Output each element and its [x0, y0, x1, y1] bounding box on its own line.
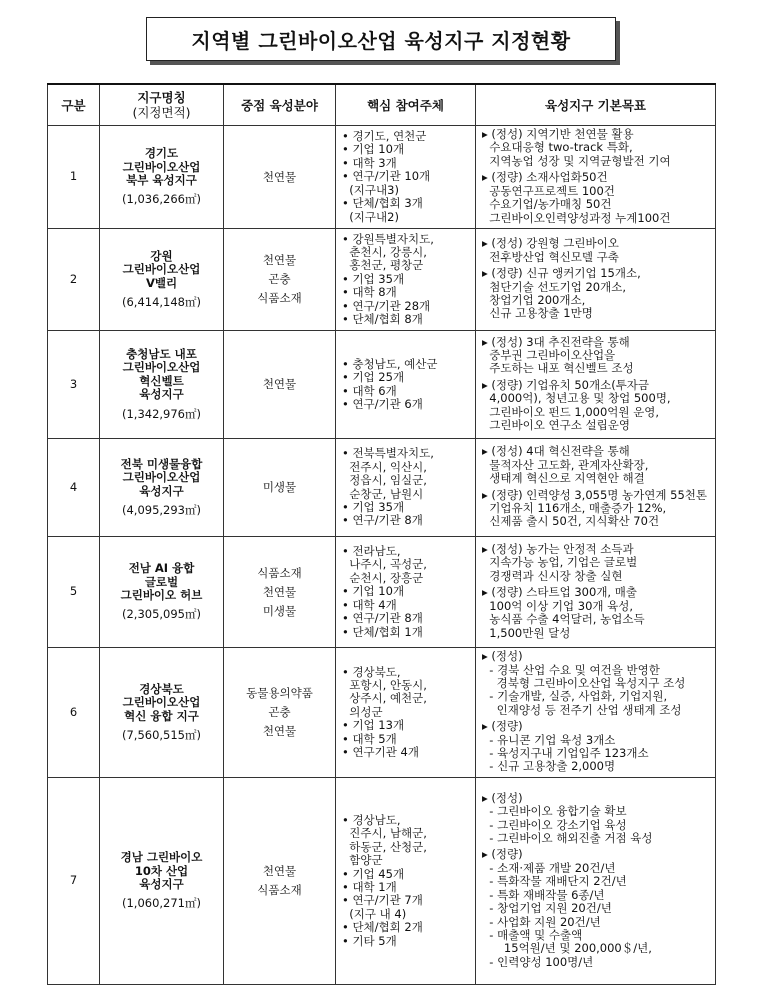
goal-line: - 그린바이오 융합기술 확보 — [482, 804, 627, 819]
table-row — [48, 778, 716, 985]
district-name-line: 육성지구 — [139, 387, 184, 402]
goal-paragraph — [482, 336, 712, 376]
goal-line: 경쟁력과 신시장 창출 실현 — [482, 568, 623, 583]
participant-line: • 대학 4개 — [342, 597, 397, 612]
goal-paragraph — [482, 848, 712, 969]
focus-field-item: 천연물 — [262, 584, 297, 599]
goal-paragraph — [482, 650, 712, 717]
row-number: 2 — [48, 229, 100, 331]
goal-line: - 신규 고용창출 2,000명 — [482, 759, 616, 774]
goal-line: 100억 이상 기업 30개 육성, — [482, 598, 634, 613]
district-name-line: 그린바이오산업 — [122, 360, 201, 375]
goal-line: - 사업화 지원 20건/년 — [482, 914, 601, 929]
goal-paragraph — [482, 237, 712, 264]
goal-line: 수요기업/농가매칭 50건 — [482, 197, 612, 212]
district-name-line: 그린바이오산업 — [122, 470, 201, 485]
participant-line: 함양군 — [342, 853, 383, 868]
participant-line: 춘천시, 강릉시, — [342, 244, 427, 259]
goal-line: - 창업기업 지원 20건/년 — [482, 901, 612, 916]
participant-line: • 기업 45개 — [342, 866, 405, 881]
goals-cell — [476, 126, 716, 229]
goal-line: 지속가능 농업, 기업은 글로벌 — [482, 555, 638, 570]
goal-line: - 특화작물 재배단지 2건/년 — [482, 874, 627, 889]
goal-line: ▸ (정량) — [482, 847, 523, 862]
participant-line: (지구내2) — [342, 209, 399, 224]
header-participants: 핵심 참여주체 — [336, 84, 476, 126]
goal-line: ▸ (정량) 스타트업 300개, 매출 — [482, 585, 637, 600]
goal-line: 주도하는 내포 혁신벨트 조성 — [482, 361, 634, 376]
goal-line: ▸ (정성) — [482, 649, 523, 664]
participant-line: • 대학 8개 — [342, 285, 397, 300]
table-row — [48, 439, 716, 537]
header-division: 구분 — [48, 84, 100, 126]
participant-line: (지구내3) — [342, 182, 399, 197]
goal-line: 첨단기술 선도기업 20개소, — [482, 279, 626, 294]
participant-line: • 강원특별자치도, — [342, 231, 434, 246]
participant-line: • 기타 5개 — [342, 933, 397, 948]
participant-line: • 기업 10개 — [342, 584, 405, 599]
goal-line: ▸ (정성) — [482, 790, 523, 805]
district-name-cell — [100, 439, 224, 537]
table-row — [48, 229, 716, 331]
focus-field-cell — [224, 331, 336, 439]
goal-paragraph — [482, 171, 712, 225]
participant-line: • 연구/기관 10개 — [342, 169, 431, 184]
focus-field-item: 천연물 — [262, 864, 297, 878]
district-name-line: 전북 미생물융합 — [120, 456, 203, 471]
row-number: 4 — [48, 439, 100, 537]
row-number: 5 — [48, 537, 100, 648]
goal-line: 4,000억), 청년고용 및 창업 500명, — [482, 391, 671, 406]
district-area: (7,560,515㎡) — [121, 727, 201, 742]
goal-paragraph — [482, 586, 712, 640]
goal-line: 창업기업 200개소, — [482, 292, 586, 307]
participants-cell — [336, 331, 476, 439]
district-name-cell — [100, 537, 224, 648]
focus-field-item: 천연물 — [262, 377, 297, 391]
table-row — [48, 331, 716, 439]
table-row — [48, 648, 716, 778]
focus-field-item: 곤충 — [268, 705, 291, 719]
focus-field-cell — [224, 648, 336, 778]
participant-line: • 단체/협회 8개 — [342, 312, 423, 327]
goal-line: 15억원/년 및 200,000＄/년, — [482, 941, 652, 956]
district-name-cell — [100, 648, 224, 778]
goal-line: ▸ (정량) 기업유치 50개소(투자금 — [482, 377, 650, 392]
participants-cell — [336, 778, 476, 985]
focus-field-item: 천연물 — [262, 253, 297, 267]
participant-line: 순천시, 장흥군 — [342, 570, 424, 585]
participant-line: 전주시, 익산시, — [342, 459, 427, 474]
participant-line: 상주시, 예천군, — [342, 691, 427, 706]
goals-cell — [476, 331, 716, 439]
participant-line: • 연구/기관 6개 — [342, 396, 423, 411]
participant-line: 의성군 — [342, 704, 383, 719]
goal-line: - 그린바이오 강소기업 육성 — [482, 817, 627, 832]
district-name-line: 혁신 융합 지구 — [124, 708, 199, 723]
goal-line: 기업유치 116개소, 매출증가 12%, — [482, 500, 667, 515]
row-number: 7 — [48, 778, 100, 985]
focus-field-item: 식품소재 — [257, 883, 302, 897]
participants-cell — [336, 648, 476, 778]
goals-cell — [476, 537, 716, 648]
district-name-line: 육성지구 — [139, 483, 184, 498]
header-district-name-sub: (지정면적) — [132, 105, 191, 120]
goal-line: 신규 고용창출 1만명 — [482, 306, 593, 321]
goal-line: 1,500만원 달성 — [482, 625, 571, 640]
table-row — [48, 126, 716, 229]
district-name-line: 북부 육성지구 — [126, 173, 197, 187]
row-number: 1 — [48, 126, 100, 229]
goal-line: - 경북 산업 수요 및 여건을 반영한 — [482, 662, 660, 677]
goal-paragraph — [482, 489, 712, 529]
goal-line: 공동연구프로젝트 100건 — [482, 183, 615, 198]
district-name-cell — [100, 126, 224, 229]
district-name-line: 충청남도 내포 — [126, 346, 197, 361]
district-name-line: 혁신벨트 — [139, 373, 184, 388]
participant-line: • 전라남도, — [342, 544, 401, 559]
goal-line: 그린바이오 펀드 1,000억원 운영, — [482, 404, 660, 419]
goal-line: ▸ (정량) — [482, 719, 523, 734]
goal-line: ▸ (정량) 소재사업화50건 — [482, 170, 608, 185]
goal-line: 인재양성 등 전주기 산업 생태계 조성 — [482, 702, 682, 717]
row-number: 6 — [48, 648, 100, 778]
designation-table — [47, 83, 716, 985]
goal-line: ▸ (정량) 신규 앵커기업 15개소, — [482, 266, 641, 281]
goal-line: 그린바이오 연구소 설립운영 — [482, 418, 630, 433]
goal-line: ▸ (정성) 4대 혁신전략을 통해 — [482, 444, 630, 459]
district-name-cell — [100, 331, 224, 439]
goal-line: 수요대응형 two-track 특화, — [482, 140, 633, 155]
goal-line: 지역농업 성장 및 지역균형발전 기여 — [482, 153, 671, 168]
goal-line: - 인력양성 100명/년 — [482, 954, 594, 969]
participants-cell — [336, 126, 476, 229]
goal-paragraph — [482, 445, 712, 485]
focus-field-item: 천연물 — [262, 169, 297, 184]
district-area: (2,305,095㎡) — [121, 607, 201, 622]
goal-paragraph — [482, 543, 712, 583]
goal-paragraph — [482, 128, 712, 168]
participant-line: • 대학 1개 — [342, 880, 397, 894]
focus-field-item: 식품소재 — [257, 565, 302, 580]
goals-cell — [476, 439, 716, 537]
goal-line: 중부권 그린바이오산업을 — [482, 347, 616, 362]
participant-line: • 기업 35개 — [342, 271, 405, 286]
participant-line: • 연구/기관 7개 — [342, 893, 423, 908]
participant-line: 하동군, 산청군, — [342, 839, 427, 854]
focus-field-item: 미생물 — [262, 480, 297, 494]
district-area: (1,060,271㎡) — [121, 896, 201, 911]
goal-line: 농식품 수출 4억달러, 농업소득 — [482, 612, 645, 627]
participant-line: • 전북특별자치도, — [342, 446, 434, 461]
district-area: (6,414,148㎡) — [121, 294, 201, 309]
district-name-line: 10차 산업 — [134, 863, 189, 878]
participant-line: • 기업 10개 — [342, 142, 405, 157]
goal-paragraph — [482, 792, 712, 846]
participant-line: 나주시, 곡성군, — [342, 557, 427, 572]
focus-field-item: 곤충 — [268, 272, 291, 286]
goals-cell — [476, 778, 716, 985]
goal-line: ▸ (정성) 농가는 안정적 소득과 — [482, 542, 634, 557]
district-name-line: 육성지구 — [139, 877, 184, 891]
participants-cell — [336, 537, 476, 648]
district-area: (1,036,266㎡) — [121, 192, 201, 207]
goal-paragraph — [482, 720, 712, 774]
goal-line: ▸ (정성) 강원형 그린바이오 — [482, 236, 619, 251]
district-area: (1,342,976㎡) — [121, 406, 201, 421]
focus-field-item: 식품소재 — [257, 291, 302, 305]
district-name-line: 그린바이오 허브 — [120, 588, 203, 602]
participant-line: • 기업 35개 — [342, 499, 405, 514]
goal-line: 물적자산 고도화, 관계자산확장, — [482, 457, 649, 472]
header-district-name-main: 지구명칭 — [137, 90, 186, 105]
goals-cell — [476, 229, 716, 331]
header-focus-field: 중점 육성분야 — [224, 84, 336, 126]
goal-line: 경북형 그린바이오산업 육성지구 조성 — [482, 675, 686, 690]
title-box — [146, 17, 616, 61]
header-goals: 육성지구 기본목표 — [476, 84, 716, 126]
participant-line: • 경상남도, — [342, 812, 401, 827]
participants-cell — [336, 229, 476, 331]
focus-field-cell — [224, 537, 336, 648]
participant-line: • 단체/협회 2개 — [342, 920, 423, 935]
participant-line: 진주시, 남해군, — [342, 826, 427, 841]
goal-line: ▸ (정량) 인력양성 3,055명 농가연계 55천톤 — [482, 487, 707, 502]
participant-line: 순창군, 남원시 — [342, 486, 424, 501]
goal-line: ▸ (정성) 3대 추진전략을 통해 — [482, 334, 630, 349]
goal-paragraph — [482, 267, 712, 321]
focus-field-cell — [224, 126, 336, 229]
participant-line: • 경기도, 연천군 — [342, 129, 427, 144]
participant-line: • 연구/기관 28개 — [342, 298, 431, 313]
participant-line: • 단체/협회 1개 — [342, 624, 423, 639]
goal-line: - 그린바이오 해외진출 거점 육성 — [482, 831, 653, 846]
header-district-name — [100, 84, 224, 126]
participant-line: • 기업 25개 — [342, 370, 405, 385]
district-name-line: 그린바이오산업 — [122, 159, 201, 174]
focus-field-cell — [224, 439, 336, 537]
participant-line: • 대학 6개 — [342, 383, 397, 398]
participant-line: • 경상북도, — [342, 664, 401, 679]
table-row — [48, 537, 716, 648]
district-name-line: 강원 — [150, 248, 173, 263]
participant-line: • 연구기관 4개 — [342, 745, 419, 760]
participant-line: • 기업 13개 — [342, 718, 405, 733]
goal-line: ▸ (정성) 지역기반 천연물 활용 — [482, 127, 634, 142]
goal-line: 그린바이오인력양성과정 누계100건 — [482, 210, 671, 225]
goal-line: - 매출액 및 수출액 — [482, 927, 583, 942]
focus-field-item: 미생물 — [262, 603, 297, 618]
participant-line: • 대학 5개 — [342, 731, 397, 746]
participants-cell — [336, 439, 476, 537]
participant-line: (지구 내 4) — [342, 906, 407, 921]
participant-line: • 단체/협회 3개 — [342, 196, 423, 211]
row-number: 3 — [48, 331, 100, 439]
goal-line: - 육성지구내 기업입주 123개소 — [482, 746, 649, 761]
focus-field-item: 천연물 — [262, 724, 297, 738]
participant-line: • 연구/기관 8개 — [342, 513, 423, 528]
district-name-line: 경상북도 — [139, 681, 184, 696]
participant-line: • 연구/기관 8개 — [342, 611, 423, 626]
goal-line: - 소재·제품 개발 20건/년 — [482, 860, 616, 875]
district-name-cell — [100, 229, 224, 331]
header-row — [48, 84, 716, 126]
goal-line: 전후방산업 혁신모델 구축 — [482, 249, 619, 264]
district-area: (4,095,293㎡) — [121, 502, 201, 517]
page-title: 지역별 그린바이오산업 육성지구 지정현황 — [191, 28, 571, 53]
goal-line: 신제품 출시 50건, 지식확산 70건 — [482, 514, 660, 529]
focus-field-cell — [224, 778, 336, 985]
district-name-line: V밸리 — [145, 275, 178, 290]
focus-field-cell — [224, 229, 336, 331]
participant-line: 정읍시, 임실군, — [342, 473, 427, 488]
district-name-line: 전남 AI 융합 — [128, 561, 195, 576]
focus-field-item: 동물용의약품 — [246, 686, 313, 700]
district-name-cell — [100, 778, 224, 985]
participant-line: • 대학 3개 — [342, 155, 397, 170]
participant-line: 포항시, 안동시, — [342, 677, 427, 692]
district-name-line: 그린바이오산업 — [122, 695, 201, 710]
goal-line: 생태계 혁신으로 지역현안 해결 — [482, 471, 645, 486]
goal-paragraph — [482, 379, 712, 433]
participant-line: • 충청남도, 예산군 — [342, 356, 438, 371]
goals-cell — [476, 648, 716, 778]
goal-line: - 기술개발, 실증, 사업화, 기업지원, — [482, 689, 668, 704]
district-name-line: 글로벌 — [144, 574, 179, 589]
district-name-line: 경남 그린바이오 — [120, 850, 203, 865]
district-name-line: 경기도 — [144, 146, 179, 161]
participant-line: 홍천군, 평창군 — [342, 258, 424, 273]
goal-line: - 특화 재배작물 6종/년 — [482, 887, 605, 902]
district-name-line: 그린바이오산업 — [122, 262, 201, 277]
goal-line: - 유니콘 기업 육성 3개소 — [482, 732, 616, 747]
